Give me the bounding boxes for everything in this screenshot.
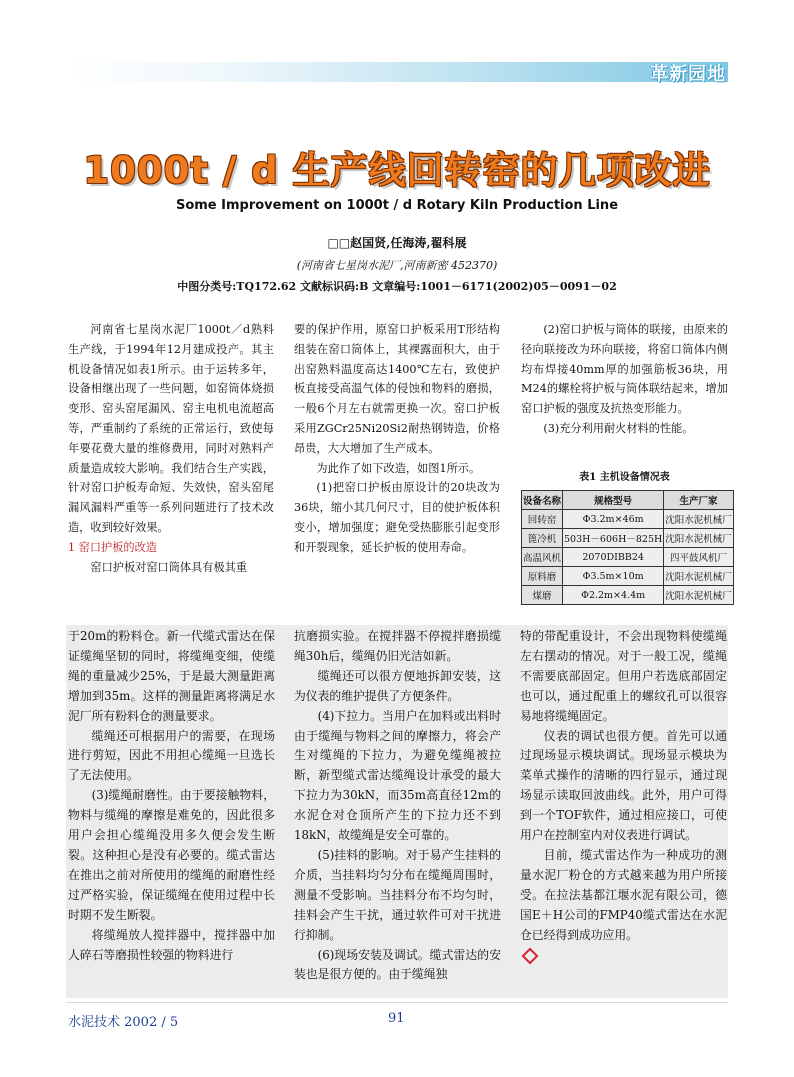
- article-classification: 中图分类号:TQ172.62 文献标识码:B 文章编号:1001－6171(2002)05－0091－02: [177, 280, 617, 293]
- table-cell: 沈阳水泥机械厂: [664, 586, 734, 605]
- table-header-cell: 生产厂家: [664, 491, 734, 510]
- table-cell: Φ2.2m×4.4m: [563, 586, 664, 605]
- table-cell: 沈阳水泥机械厂: [664, 510, 734, 529]
- table-row: [522, 510, 734, 529]
- paragraph: 于20m的粉料仓。新一代缆式雷达在保证缆绳坚韧的同时，将缆绳变细，使缆绳的重量减少25%，于是最大测量距离增加到35m。这样的测量距离将满足水泥厂所有粉料仓的测量要求。: [68, 629, 275, 723]
- paragraph: (3)缆绳耐磨性。由于要接触物料，物料与缆绳的摩擦是难免的，因此很多用户会担心缆绳没用多久便会发生断裂。这种担心是没有必要的。缆式雷达在推出之前对所使用的缆绳的耐磨性经过严格实验，保证缆绳在使用过程中长时期不发生断裂。: [68, 788, 275, 922]
- table-cell: 四平鼓风机厂: [664, 548, 734, 567]
- table-row: [522, 567, 734, 586]
- body-column-1: [68, 320, 274, 577]
- table-row: [522, 586, 734, 605]
- paragraph: (2)窑口护板与筒体的联接，由原来的径向联接改为环向联接，将窑口筒体内侧均布焊接40mm厚的加强筋板36块，用M24的螺栓将护板与筒体联结起来，增加窑口护板的强度及抗热变形能力。: [521, 323, 728, 416]
- footer-journal: 水泥技术 2002 / 5: [68, 1015, 179, 1030]
- table-cell: 回转窑: [522, 510, 563, 529]
- paragraph: 抗磨损实验。在搅拌器不停搅拌磨损缆绳30h后，缆绳仍旧光洁如新。: [294, 629, 501, 663]
- article-title-en: Some Improvement on 1000t / d Rotary Kiln Production Line: [175, 198, 619, 213]
- section-heading: 1 窑口护板的改造: [68, 540, 157, 554]
- table-cell: 煤磨: [522, 586, 563, 605]
- body-column-3: [521, 320, 728, 439]
- article-affiliation: (河南省七星岗水泥厂,河南新密 452370): [296, 259, 498, 272]
- table-header-row: [522, 491, 734, 510]
- table-row: [522, 548, 734, 567]
- table-cell: 沈阳水泥机械厂: [664, 529, 734, 548]
- paragraph: 目前，缆式雷达作为一种成功的测量水泥厂粉仓的方式越来越为用户所接受。在拉法基都江堰水泥有限公司，德国E＋H公司的FMP40缆式雷达在水泥仓已经得到成功应用。: [520, 847, 727, 942]
- paragraph: 窑口护板对窑口筒体具有极其重: [90, 560, 248, 574]
- table-cell: 篦冷机: [522, 529, 563, 548]
- article-authors: □□赵国贤,任海涛,翟科展: [327, 236, 467, 250]
- table-cell: Φ3.2m×46m: [563, 510, 664, 529]
- article-title: 1000t / d 生产线回转窑的几项改进: [83, 149, 711, 192]
- header-bar: [66, 62, 728, 82]
- table-cell: 2070DIBB24: [563, 548, 664, 567]
- page-number: 91: [388, 1011, 405, 1026]
- table-cell: 原料磨: [522, 567, 563, 586]
- paragraph: 为此作了如下改造，如图1所示。: [316, 461, 481, 475]
- end-diamond-icon: [522, 947, 539, 964]
- paragraph: (4)下拉力。当用户在加料或出料时由于缆绳与物料之间的摩擦力，将会产生对缆绳的下拉力，为避免缆绳被拉断，新型缆式雷达缆绳设计承受的最大下拉力为30kN，而35m高直径12m的水泥仓对仓顶所产生的下拉力还不到18kN，故缆绳是安全可靠的。: [294, 708, 501, 843]
- paragraph: (1)把窑口护板由原设计的20块改为36块，缩小其几何尺寸，目的使护板体积变小，增加强度；避免受热膨胀引起变形和开裂现象，延长护板的使用寿命。: [294, 481, 500, 554]
- lower-column-2: [294, 627, 501, 985]
- table-header-cell: 设备名称: [522, 491, 563, 510]
- table-cell: 沈阳水泥机械厂: [664, 567, 734, 586]
- table-caption: 表1 主机设备情况表: [579, 472, 670, 483]
- section-label: 革新园地: [650, 64, 726, 85]
- table-cell: 高温风机: [522, 548, 563, 567]
- paragraph: 河南省七星岗水泥厂1000t／d熟料生产线，于1994年12月建成投产。其主机设备情况如表1所示。由于运转多年，设备相继出现了一些问题，如窑筒体烧损变形、窑头窑尾漏风、窑主电机电流超高等，严重制约了系统的正常运行，致使每年要花费大量的维修费用，同时对熟料产质量造成较大影响。我们结合生产实践，针对窑口护板寿命短、失效快，窑头窑尾漏风漏料严重等一系列问题进行了技术改造，收到较好效果。: [68, 323, 274, 534]
- body-column-2: [294, 320, 500, 558]
- paragraph: 要的保护作用，原窑口护板采用T形结构组装在窑口筒体上，其裸露面积大，由于出窑熟料温度高达1400℃左右，致使护板直接受高温气体的侵蚀和物料的磨损，一般6个月左右就需更换一次。窑口护板采用ZGCr25Ni20Si2耐热钢铸造，价格昂贵，大大增加了生产成本。: [294, 323, 500, 455]
- paragraph: 将缆绳放人搅拌器中，搅拌器中加人碎石等磨损性较强的物料进行: [68, 927, 275, 962]
- table-row: [522, 529, 734, 548]
- equipment-table: [521, 490, 734, 605]
- paragraph: (3)充分利用耐火材料的性能。: [543, 421, 694, 435]
- table-header-cell: 规格型号: [563, 491, 664, 510]
- end-mark: [520, 946, 727, 966]
- table-cell: 503H－606H－825H: [563, 529, 664, 548]
- lower-column-3: [520, 627, 727, 965]
- paragraph: 特的带配重设计，不会出现物料使缆绳左右摆动的情况。对于一般工况，缆绳不需要底部固定。但用户若选底部固定也可以，通过配重上的螺纹孔可以很容易地将缆绳固定。: [520, 629, 727, 723]
- table-cell: Φ3.5m×10m: [563, 567, 664, 586]
- paragraph: 缆绳还可根据用户的需要，在现场进行剪短，因此不用担心缆绳一旦选长了无法使用。: [68, 728, 275, 783]
- paragraph: 仪表的调试也很方便。首先可以通过现场显示模块调试。现场显示模块为菜单式操作的清晰的四行显示，通过现场显示读取回波曲线。此外，用户可得到一个TOF软件，通过相应接口，可使用户在控制室内对仪表进行调试。: [520, 728, 727, 843]
- lower-column-1: [68, 627, 275, 965]
- paragraph: (5)挂料的影响。对于易产生挂料的介质，当挂料均匀分布在缆绳周围时，测量不受影响。当挂料分布不均匀时，挂料会产生干扰，通过软件可对干扰进行抑制。: [294, 847, 501, 942]
- paragraph: (6)现场安装及调试。缆式雷达的安装也是很方便的。由于缆绳独: [294, 947, 501, 982]
- footer-divider: [66, 1002, 728, 1003]
- paragraph: 缆绳还可以很方便地拆卸安装，这为仪表的维护提供了方便条件。: [294, 668, 501, 703]
